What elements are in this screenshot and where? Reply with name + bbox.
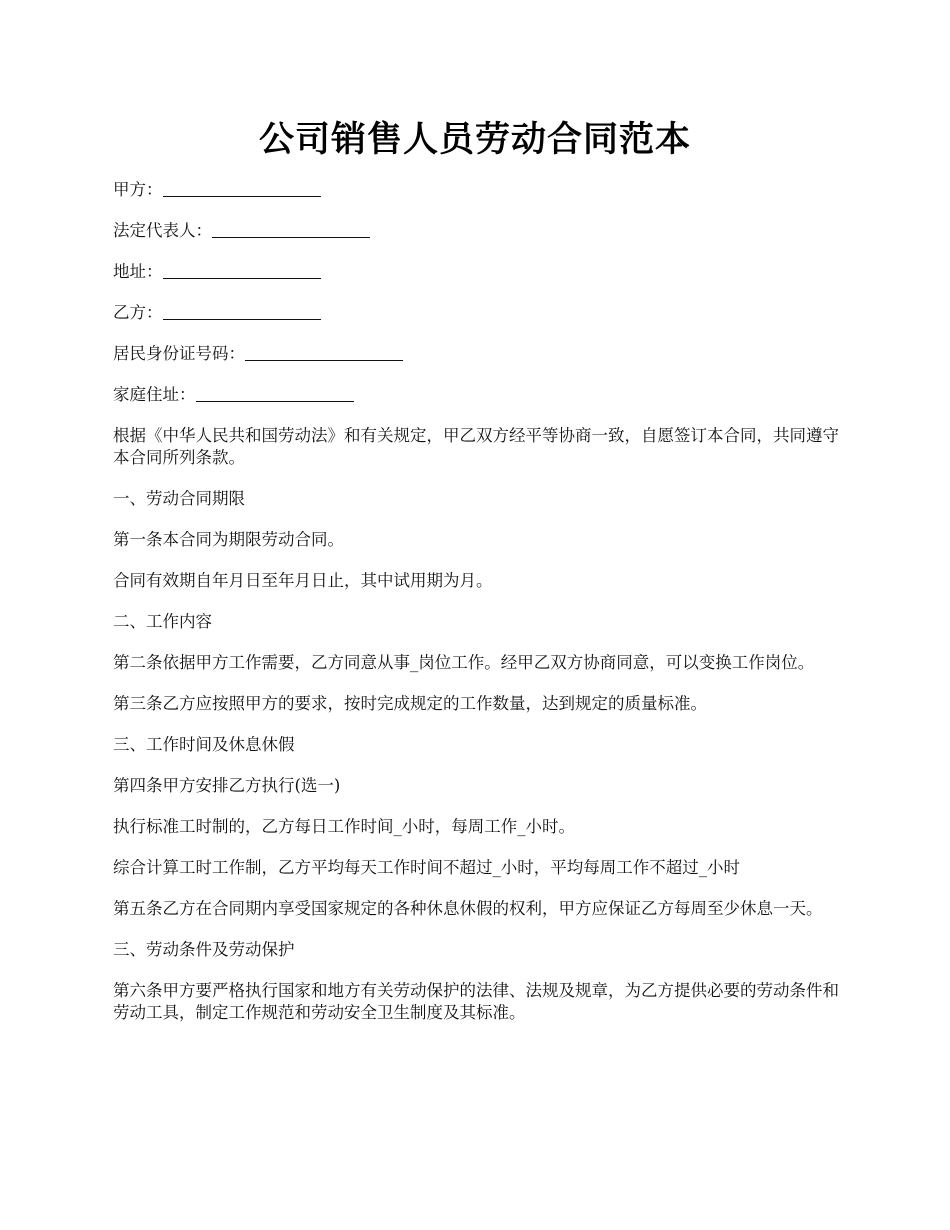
clause-paragraph: 综合计算工时工作制，乙方平均每天工作时间不超过_小时，平均每周工作不超过_小时 — [113, 858, 740, 877]
clause-paragraph: 第六条甲方要严格执行国家和地方有关劳动保护的法律、法规及规章，为乙方提供必要的劳动条件和劳动工具，制定工作规范和劳动安全卫生制度及其标准。 — [113, 981, 839, 1022]
document-body — [113, 179, 848, 1043]
blank-line — [163, 180, 321, 197]
field-party-a — [113, 179, 848, 201]
section-heading: 二、工作内容 — [113, 612, 212, 631]
section-heading: 三、工作时间及休息休假 — [113, 735, 295, 754]
clause-paragraph: 第五条乙方在合同期内享受国家规定的各种休息休假的权利，甲方应保证乙方每周至少休息一天。 — [113, 899, 823, 918]
document-title: 公司销售人员劳动合同范本 — [258, 119, 691, 160]
field-label: 家庭住址： — [113, 385, 196, 404]
clause-paragraph: 第一条本合同为期限劳动合同。 — [113, 530, 344, 549]
section-heading: 三、劳动条件及劳动保护 — [113, 940, 295, 959]
clause-paragraph: 第四条甲方安排乙方执行(选一) — [113, 776, 341, 795]
clause-paragraph: 合同有效期自年月日至年月日止，其中试用期为月。 — [113, 571, 493, 590]
field-label: 乙方： — [113, 303, 163, 322]
clause-paragraph: 执行标准工时制的，乙方每日工作时间_小时，每周工作_小时。 — [113, 817, 575, 836]
clause-paragraph: 第三条乙方应按照甲方的要求，按时完成规定的工作数量，达到规定的质量标准。 — [113, 694, 707, 713]
clause-paragraph: 第二条依据甲方工作需要，乙方同意从事_岗位工作。经甲乙双方协商同意，可以变换工作岗位。 — [113, 653, 815, 672]
blank-line — [196, 385, 354, 402]
blank-line — [163, 303, 321, 320]
blank-line — [245, 344, 403, 361]
section-heading: 一、劳动合同期限 — [113, 489, 245, 508]
field-label: 甲方： — [113, 180, 163, 199]
blank-line — [163, 262, 321, 279]
blank-line — [212, 221, 370, 238]
intro-paragraph: 根据《中华人民共和国劳动法》和有关规定，甲乙双方经平等协商一致，自愿签订本合同，共同遵守本合同所列条款。 — [113, 426, 839, 467]
field-id-number — [113, 343, 848, 365]
field-label: 地址： — [113, 262, 163, 281]
field-address — [113, 261, 848, 283]
field-legal-representative — [113, 220, 848, 242]
field-party-b — [113, 302, 848, 324]
field-home-address — [113, 384, 848, 406]
field-label: 居民身份证号码： — [113, 344, 245, 363]
field-label: 法定代表人： — [113, 221, 212, 240]
